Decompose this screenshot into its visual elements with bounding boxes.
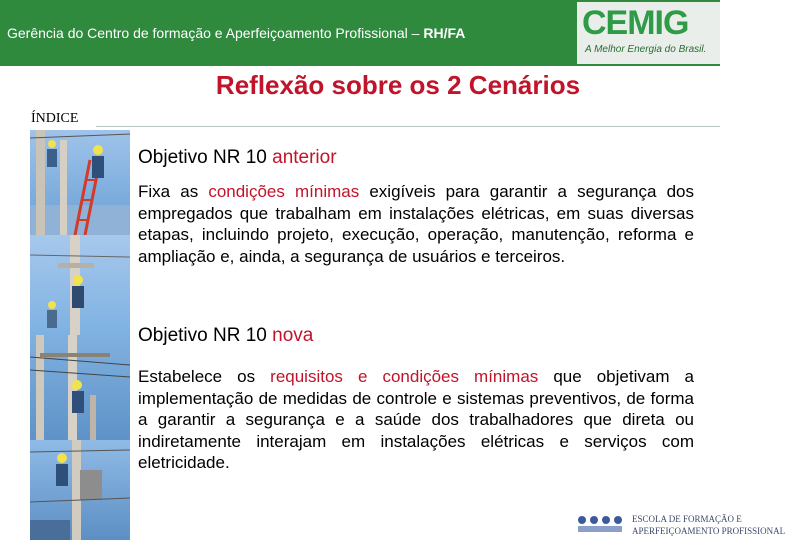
index-label: ÍNDICE <box>31 111 79 126</box>
header-title <box>7 25 465 41</box>
school-logo-icon <box>576 512 630 536</box>
slide-title: Reflexão sobre os 2 Cenários <box>215 70 581 100</box>
section1-heading <box>138 147 337 169</box>
section2-text-rest: que objetivam a implementação de medidas de controle e sistemas preventivos, de forma a garantir a segurança e a saúde dos trabalhadores que direta ou indiretamente interajam em instalações elétricas e serviços com eletricidade. <box>138 367 694 473</box>
school-logo-line2: APERFEIÇOAMENTO PROFISSIONAL <box>632 526 786 536</box>
photo-lineman-crossarm <box>30 335 130 440</box>
school-logo <box>576 510 786 540</box>
lineman-climb-illustration <box>30 235 130 335</box>
section1-text-rest: exigíveis para garantir a segurança dos empregados que trabalham em instalações elétricas, em suas diversas etapas, incluindo projeto, execução, operação, manutenção, reforma e ampliação e, ainda, a segurança de usuários e terceiros. <box>138 182 694 266</box>
section2-heading <box>138 325 313 347</box>
section2-highlight: requisitos e condições mínimas <box>270 367 539 386</box>
school-logo-text <box>632 513 785 537</box>
section1-paragraph <box>138 181 694 267</box>
section1-text-start: Fixa as <box>138 182 209 201</box>
photo-strip <box>30 130 130 540</box>
lineman-transformer-illustration <box>30 440 130 540</box>
school-logo-line1: ESCOLA DE FORMAÇÃO E <box>632 514 742 524</box>
lineman-crossarm-illustration <box>30 335 130 440</box>
section2-heading-accent: nova <box>272 325 314 346</box>
title-divider <box>96 126 720 127</box>
section2-heading-text: Objetivo NR 10 <box>138 325 273 346</box>
cemig-logo-word: CEMIG <box>582 4 689 42</box>
header-dept: RH/FA <box>423 25 466 41</box>
photo-lineman-climb <box>30 235 130 335</box>
section1-heading-accent: anterior <box>272 147 337 168</box>
section1-heading-text: Objetivo NR 10 <box>138 147 273 168</box>
photo-lineman-transformer <box>30 440 130 540</box>
section1-highlight: condições mínimas <box>208 182 360 201</box>
cemig-logo <box>577 2 720 64</box>
header-bar <box>0 0 720 66</box>
photo-lineman-ladder <box>30 130 130 235</box>
section2-paragraph <box>138 366 694 474</box>
header-title-text: Gerência do Centro de formação e Aperfeiçoamento Profissional – <box>7 25 424 41</box>
section2-text-start: Estabelece os <box>138 367 271 386</box>
cemig-logo-tagline: A Melhor Energia do Brasil. <box>585 44 707 55</box>
lineman-ladder-illustration <box>30 130 130 235</box>
